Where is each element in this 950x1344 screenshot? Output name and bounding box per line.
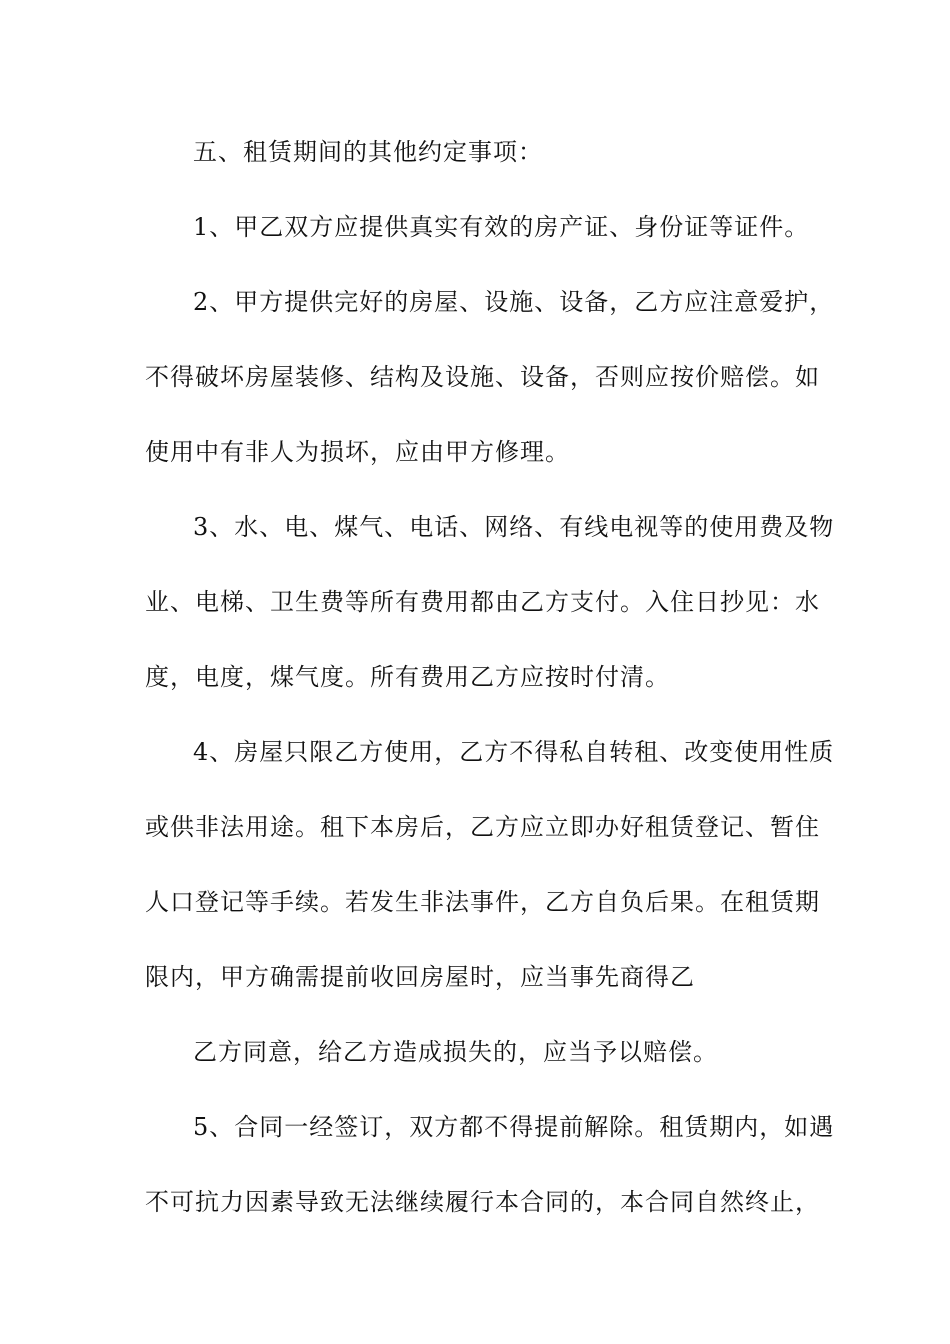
- clause-5-line-2: 不可抗力因素导致无法继续履行本合同的，本合同自然终止，: [145, 1188, 820, 1216]
- clause-1-line-1: 1、甲乙双方应提供真实有效的房产证、身份证等证件。: [193, 213, 810, 241]
- clause-2-line-2: 不得破坏房屋装修、结构及设施、设备，否则应按价赔偿。如: [145, 363, 820, 391]
- clause-4-line-1: 4、房屋只限乙方使用，乙方不得私自转租、改变使用性质: [193, 738, 835, 766]
- clause-3-line-1: 3、水、电、煤气、电话、网络、有线电视等的使用费及物: [193, 513, 835, 541]
- clause-4-line-4: 限内，甲方确需提前收回房屋时，应当事先商得乙: [145, 963, 695, 991]
- clause-4-line-3: 人口登记等手续。若发生非法事件，乙方自负后果。在租赁期: [145, 888, 820, 916]
- clause-4-line-5: 乙方同意，给乙方造成损失的，应当予以赔偿。: [193, 1038, 718, 1066]
- clause-2-line-1: 2、甲方提供完好的房屋、设施、设备，乙方应注意爱护，: [193, 288, 835, 316]
- clause-3-line-3: 度，电度，煤气度。所有费用乙方应按时付清。: [145, 663, 670, 691]
- clause-4-line-2: 或供非法用途。租下本房后，乙方应立即办好租赁登记、暂住: [145, 813, 820, 841]
- clause-5-line-1: 5、合同一经签订，双方都不得提前解除。租赁期内，如遇: [193, 1113, 835, 1141]
- clause-3-line-2: 业、电梯、卫生费等所有费用都由乙方支付。入住日抄见：水: [145, 588, 820, 616]
- section-heading: 五、租赁期间的其他约定事项：: [193, 138, 543, 166]
- clause-2-line-3: 使用中有非人为损坏，应由甲方修理。: [145, 438, 570, 466]
